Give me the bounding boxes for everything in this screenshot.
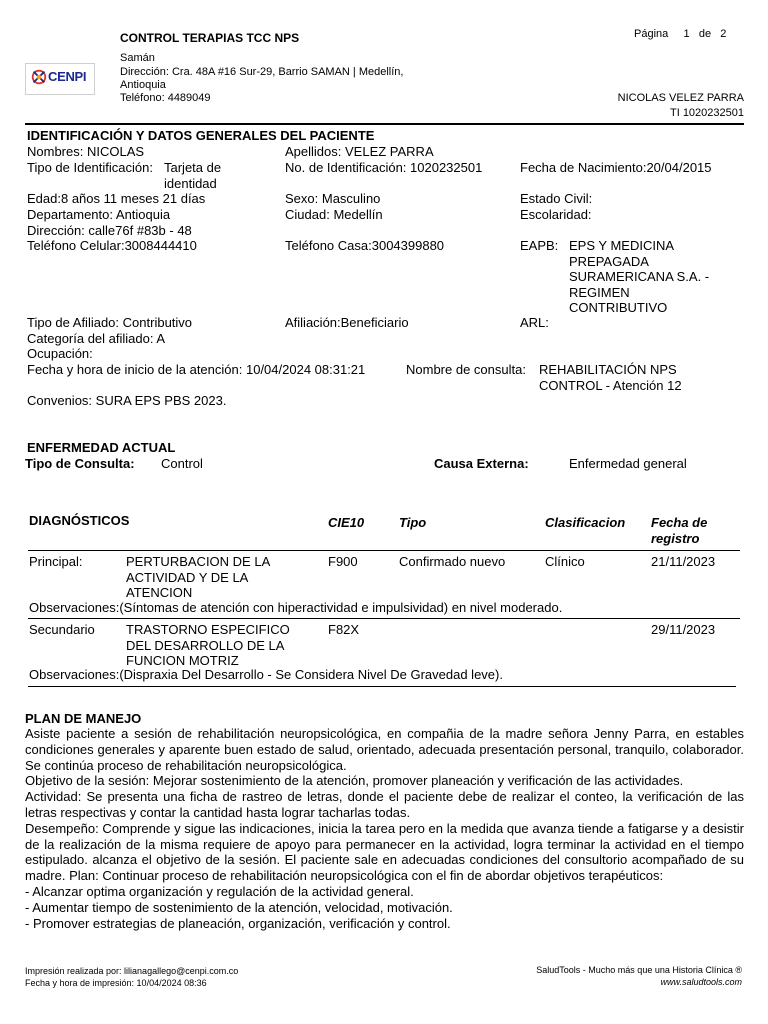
diag-1-clasificacion: Clínico bbox=[545, 554, 585, 569]
diag-2-fecha: 29/11/2023 bbox=[651, 622, 716, 637]
categoria-value: A bbox=[156, 331, 166, 346]
plan-paragraph: Asiste paciente a sesión de rehabilitación neuropsicológica, en compañia de la madre señora Jenny Parra, en estables condiciones generales y aparente buen estado de salud, orientado, adecuada presentación personal, tranquilo, colaborador. Se continúa proceso de rehabilitación neuropsicológica. bbox=[25, 726, 744, 773]
edad-row bbox=[27, 191, 205, 206]
plan-paragraph: Actividad: Se presenta una ficha de rastreo de letras, donde el paciente debe de realizar el conteo, la verificación de las letras respectivas y contar la cantidad hasta lograr tacharlas todas. bbox=[25, 789, 744, 820]
fecha-atencion-label: Fecha y hora de inicio de la atención: bbox=[27, 362, 243, 377]
diag-1-tipo: Confirmado nuevo bbox=[399, 554, 506, 569]
diag-1-fecha: 21/11/2023 bbox=[651, 554, 716, 569]
sexo-row bbox=[285, 191, 380, 206]
col-fecha-header-line2: registro bbox=[651, 531, 700, 546]
escolaridad-label: Escolaridad: bbox=[520, 207, 592, 222]
footer-print-date: Fecha y hora de impresión: 10/04/2024 08:36 bbox=[25, 978, 207, 988]
header-patient-id: TI 1020232501 bbox=[669, 107, 744, 119]
sexo-value: Masculino bbox=[321, 191, 381, 206]
diagnosticos-section-title: DIAGNÓSTICOS bbox=[29, 513, 130, 528]
causa-externa-label: Causa Externa: bbox=[434, 456, 529, 471]
categoria-label: Categoría del afiliado: bbox=[27, 331, 154, 346]
header-divider bbox=[25, 123, 744, 125]
estado-civil-label: Estado Civil: bbox=[520, 191, 593, 206]
eapb-label: EAPB: bbox=[520, 238, 559, 253]
logo-text: CENPI bbox=[48, 69, 87, 84]
fecha-atencion-row bbox=[27, 362, 365, 377]
diag-2-desc-line1: TRASTORNO ESPECIFICO bbox=[126, 622, 290, 637]
ciudad-value: Medellín bbox=[333, 207, 383, 222]
estado-civil-row bbox=[520, 191, 592, 206]
diag-2-obs-label: Observaciones: bbox=[29, 667, 120, 682]
col-cie10-header: CIE10 bbox=[328, 515, 365, 530]
plan-paragraph: - Alcanzar optima organización y regulación de la actividad general. bbox=[25, 883, 414, 899]
diag-1-obs-value: (Síntomas de atención con hiperactividad e impulsividad) en nivel moderado. bbox=[119, 600, 563, 615]
diag-1-desc-line3: ATENCION bbox=[126, 585, 193, 600]
branch-name: Samán bbox=[120, 52, 155, 64]
tel-casa-row bbox=[285, 238, 444, 253]
logo-mark-icon bbox=[30, 68, 48, 86]
fecha-nac-row bbox=[520, 160, 712, 175]
diagnosticos-bottom-divider bbox=[28, 686, 736, 687]
footer-url[interactable]: www.saludtools.com bbox=[660, 977, 742, 987]
plan-section-title: PLAN DE MANEJO bbox=[25, 711, 142, 726]
eapb-line-4: REGIMEN bbox=[569, 285, 630, 300]
direccion-label: Dirección: bbox=[27, 223, 85, 238]
depto-row bbox=[27, 207, 170, 222]
nombres-row bbox=[27, 144, 144, 159]
ocupacion-label: Ocupación: bbox=[27, 346, 93, 361]
plan-paragraph: - Aumentar tiempo de sostenimiento de la atención, velocidad, motivación. bbox=[25, 899, 453, 915]
diag-1-desc-line1: PERTURBACION DE LA bbox=[126, 554, 271, 569]
tipo-consulta-value: Control bbox=[161, 456, 203, 471]
page-indicator bbox=[634, 28, 726, 41]
depto-value: Antioquia bbox=[115, 207, 171, 222]
plan-paragraph: - Promover estrategias de planeación, organización, verificación y control. bbox=[25, 915, 451, 931]
afiliacion-row bbox=[285, 315, 409, 330]
afiliacion-label: Afiliación: bbox=[285, 315, 341, 330]
cenpi-logo bbox=[25, 63, 95, 95]
enfermedad-section-title: ENFERMEDAD ACTUAL bbox=[27, 440, 176, 455]
tel-cel-row bbox=[27, 238, 197, 253]
tipo-id-value-line2: identidad bbox=[164, 176, 217, 191]
escolaridad-row bbox=[520, 207, 592, 222]
diag-2-obs-row bbox=[29, 667, 503, 682]
consulta-value-line1: REHABILITACIÓN NPS bbox=[539, 362, 677, 377]
header-patient-name: NICOLAS VELEZ PARRA bbox=[617, 92, 744, 104]
diag-2-desc-line2: DEL DESARROLLO DE LA bbox=[126, 638, 285, 653]
eapb-line-2: PREPAGADA bbox=[569, 254, 649, 269]
footer-brand: SaludTools - Mucho más que una Historia Clínica ® bbox=[536, 965, 742, 975]
convenios-value: SURA EPS PBS 2023. bbox=[95, 393, 227, 408]
ocupacion-row bbox=[27, 346, 93, 361]
arl-row bbox=[520, 315, 549, 330]
diag-2-obs-value: (Dispraxia Del Desarrollo - Se Considera Nivel De Gravedad leve). bbox=[119, 667, 503, 682]
num-id-label: No. de Identificación: bbox=[285, 160, 407, 175]
page-of-label: de bbox=[698, 28, 712, 40]
col-fecha-header-line1: Fecha de bbox=[651, 515, 708, 530]
page-label: Página bbox=[634, 28, 669, 40]
categoria-row bbox=[27, 331, 165, 346]
depto-label: Departamento: bbox=[27, 207, 113, 222]
arl-label: ARL: bbox=[520, 315, 549, 330]
eapb-line-3: SURAMERICANA S.A. - bbox=[569, 269, 710, 284]
ciudad-label: Ciudad: bbox=[285, 207, 330, 222]
nombres-value: NICOLAS bbox=[86, 144, 145, 159]
col-tipo-header: Tipo bbox=[399, 515, 427, 530]
ciudad-row bbox=[285, 207, 383, 222]
page-total: 2 bbox=[720, 28, 727, 40]
tipo-afiliado-row bbox=[27, 315, 192, 330]
num-id-value: 1020232501 bbox=[410, 160, 483, 175]
convenios-label: Convenios: bbox=[27, 393, 93, 408]
tipo-consulta-label: Tipo de Consulta: bbox=[25, 456, 135, 471]
tipo-afiliado-value: Contributivo bbox=[122, 315, 193, 330]
diag-1-obs-label: Observaciones: bbox=[29, 600, 120, 615]
causa-externa-value: Enfermedad general bbox=[569, 456, 687, 471]
col-clasificacion-header: Clasificacion bbox=[545, 515, 626, 530]
fecha-nac-value: 20/04/2015 bbox=[646, 160, 712, 175]
document-title: CONTROL TERAPIAS TCC NPS bbox=[120, 31, 300, 45]
plan-paragraph: Objetivo de la sesión: Mejorar sostenimiento de la atención, promover planeación y verificación de las actividades. bbox=[25, 773, 684, 789]
diag-2-cie10: F82X bbox=[328, 622, 360, 637]
eapb-line-1: EPS Y MEDICINA bbox=[569, 238, 674, 253]
tipo-id-label: Tipo de Identificación: bbox=[27, 160, 153, 175]
edad-value: 8 años 11 meses 21 días bbox=[60, 191, 206, 206]
apellidos-label: Apellidos: bbox=[285, 144, 342, 159]
plan-paragraph: Desempeño: Comprende y sigue las indicaciones, inicia la tarea pero en la medida que avanza tiende a fatigarse y a desistir de la realización de la misma requiere de apoyo para permanecer en la actividad, logra terminar la actividad en el tiempo estipulado. alcanza el objetivo de la sesión. El paciente sale en adecuadas condiciones del consultorio acompañado de su madre. Plan: Continuar proceso de rehabilitación neuropsicológica con el fin de abordar objetivos terapéuticos: bbox=[25, 820, 744, 884]
branch-address-line1: Dirección: Cra. 48A #16 Sur-29, Barrio SAMAN | Medellín, bbox=[120, 66, 404, 78]
diag-2-rol: Secundario bbox=[29, 622, 95, 637]
consulta-value-line2: CONTROL - Atención 12 bbox=[539, 378, 682, 393]
apellidos-row bbox=[285, 144, 434, 159]
tipo-afiliado-label: Tipo de Afiliado: bbox=[27, 315, 120, 330]
diag-1-obs-row bbox=[29, 600, 562, 615]
tel-cel-label: Teléfono Celular: bbox=[27, 238, 125, 253]
consulta-label: Nombre de consulta: bbox=[406, 362, 526, 377]
diag-2-desc-line3: FUNCION MOTRIZ bbox=[126, 653, 239, 668]
sexo-label: Sexo: bbox=[285, 191, 319, 206]
num-id-row bbox=[285, 160, 482, 175]
tel-casa-value: 3004399880 bbox=[371, 238, 445, 253]
convenios-row bbox=[27, 393, 226, 408]
diagnosticos-row-divider bbox=[28, 618, 740, 619]
direccion-row bbox=[27, 223, 192, 238]
page-number: 1 bbox=[683, 28, 690, 40]
fecha-atencion-value: 10/04/2024 08:31:21 bbox=[245, 362, 366, 377]
diag-1-rol: Principal: bbox=[29, 554, 83, 569]
direccion-value: calle76f #83b - 48 bbox=[88, 223, 192, 238]
branch-phone: Teléfono: 4489049 bbox=[120, 92, 211, 104]
apellidos-value: VELEZ PARRA bbox=[345, 144, 434, 159]
diag-1-desc-line2: ACTIVIDAD Y DE LA bbox=[126, 570, 249, 585]
nombres-label: Nombres: bbox=[27, 144, 84, 159]
branch-address-line2: Antioquia bbox=[120, 79, 166, 91]
afiliacion-value: Beneficiario bbox=[340, 315, 409, 330]
patient-section-title: IDENTIFICACIÓN Y DATOS GENERALES DEL PACIENTE bbox=[27, 128, 375, 143]
tel-cel-value: 3008444410 bbox=[124, 238, 197, 253]
fecha-nac-label: Fecha de Nacimiento: bbox=[520, 160, 647, 175]
edad-label: Edad: bbox=[27, 191, 61, 206]
diagnosticos-header-divider bbox=[28, 550, 740, 551]
eapb-line-5: CONTRIBUTIVO bbox=[569, 300, 668, 315]
plan-body bbox=[25, 726, 744, 931]
tel-casa-label: Teléfono Casa: bbox=[285, 238, 372, 253]
footer-printed-by: Impresión realizada por: lilianagallego@cenpi.com.co bbox=[25, 966, 239, 976]
tipo-id-value-line1: Tarjeta de bbox=[164, 160, 222, 175]
diag-1-cie10: F900 bbox=[328, 554, 358, 569]
